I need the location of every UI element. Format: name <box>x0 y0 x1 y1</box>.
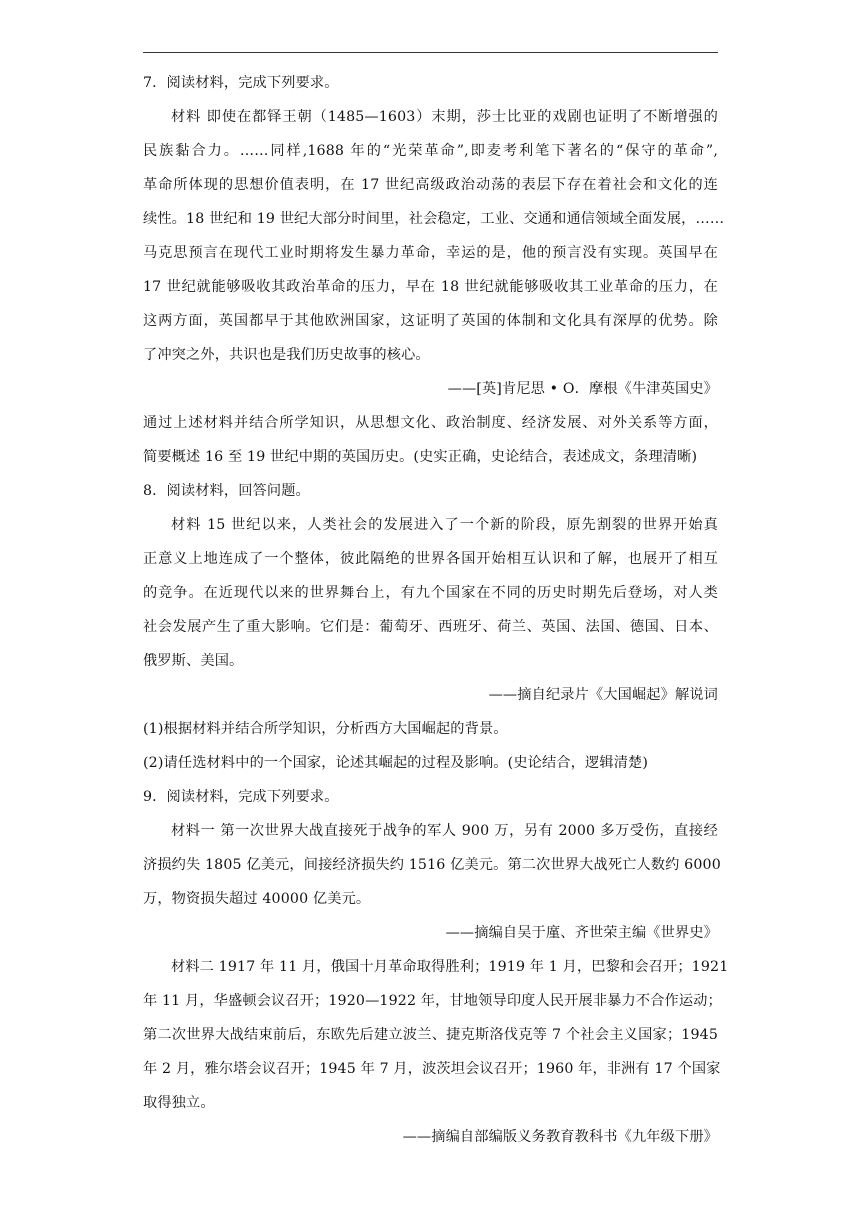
q7-question-line: 简要概述 16 至 19 世纪中期的英国历史。(史实正确，史论结合，表述成文，条理清晰) <box>143 449 698 465</box>
q9-source1: ——摘编自吴于廑、齐世荣主编《世界史》 <box>445 925 718 941</box>
q7-source: ——[英]肯尼思 • O．摩根《牛津英国史》 <box>447 381 718 397</box>
q9-material2-line: 第二次世界大战结束前后，东欧先后建立波兰、捷克斯洛伐克等 7 个社会主义国家；1945 <box>143 1027 718 1043</box>
q9-material1-line: 济损约失 1805 亿美元，间接经济损失约 1516 亿美元。第二次世界大战死亡人数约 6000 <box>143 857 721 873</box>
q7-material-line: 续性。18 世纪和 19 世纪大部分时间里，社会稳定，工业、交通和通信领域全面发展，…… <box>143 211 725 227</box>
q8-heading: 8．阅读材料，回答问题。 <box>143 483 310 499</box>
q9-material2-line: 材料二 1917 年 11 月，俄国十月革命取得胜利；1919 年 1 月，巴黎和会召开；1921 <box>171 959 729 975</box>
q7-material-line: 材料 即使在都铎王朝（1485—1603）末期，莎士比亚的戏剧也证明了不断增强的 <box>171 109 718 125</box>
q9-heading: 9．阅读材料，完成下列要求。 <box>143 789 339 805</box>
q7-material-line: 了冲突之外，共识也是我们历史故事的核心。 <box>143 347 430 363</box>
q7-material-line: 17 世纪就能够吸收其政治革命的压力，早在 18 世纪就能够吸收其工业革命的压力，在 <box>143 279 718 295</box>
q7-material-line: 革命所体现的思想价值表明，在 17 世纪高级政治动荡的表层下存在着社会和文化的连 <box>143 177 718 193</box>
q8-material-line: 社会发展产生了重大影响。它们是：葡萄牙、西班牙、荷兰、英国、法国、德国、日本、 <box>143 619 718 635</box>
q8-source: ——摘自纪录片《大国崛起》解说词 <box>488 687 718 703</box>
q7-heading: 7．阅读材料，完成下列要求。 <box>143 75 339 91</box>
q9-material1-line: 材料一 第一次世界大战直接死于战争的军人 900 万，另有 2000 多万受伤，直接经 <box>171 823 718 839</box>
q8-material-line: 材料 15 世纪以来，人类社会的发展进入了一个新的阶段，原先割裂的世界开始真 <box>171 517 718 533</box>
q8-material-line: 正意义上地连成了一个整体，彼此隔绝的世界各国开始相互认识和了解，也展开了相互 <box>143 551 718 567</box>
q7-material-line: 马克思预言在现代工业时期将发生暴力革命，幸运的是，他的预言没有实现。英国早在 <box>143 245 718 261</box>
q9-material2-line: 年 11 月，华盛顿会议召开；1920—1922 年，甘地领导印度人民开展非暴力不合作运动； <box>143 993 722 1009</box>
q9-source2: ——摘编自部编版义务教育教科书《九年级下册》 <box>402 1129 718 1145</box>
q8-material-line: 俄罗斯、美国。 <box>143 653 244 669</box>
q7-question-line: 通过上述材料并结合所学知识，从思想文化、政治制度、经济发展、对外关系等方面， <box>143 415 718 431</box>
q8-sub-question: (1)根据材料并结合所学知识，分析西方大国崛起的背景。 <box>143 721 508 737</box>
q8-sub-question: (2)请任选材料中的一个国家，论述其崛起的过程及影响。(史论结合，逻辑清楚) <box>143 755 649 771</box>
header-rule <box>143 52 718 53</box>
q9-material2-line: 取得独立。 <box>143 1095 215 1111</box>
q8-material-line: 的竞争。在近现代以来的世界舞台上，有九个国家在不同的历史时期先后登场，对人类 <box>143 585 718 601</box>
q9-material1-line: 万，物资损失超过 40000 亿美元。 <box>143 891 371 907</box>
q9-material2-line: 年 2 月，雅尔塔会议召开；1945 年 7 月，波茨坦会议召开；1960 年，非洲有 17 个国家 <box>143 1061 721 1077</box>
q7-material-line: 民族黏合力。……同样,1688 年的“光荣革命”,即麦考利笔下著名的“保守的革命”, <box>143 143 718 159</box>
q7-material-line: 这两方面，英国都早于其他欧洲国家，这证明了英国的体制和文化具有深厚的优势。除 <box>143 313 718 329</box>
